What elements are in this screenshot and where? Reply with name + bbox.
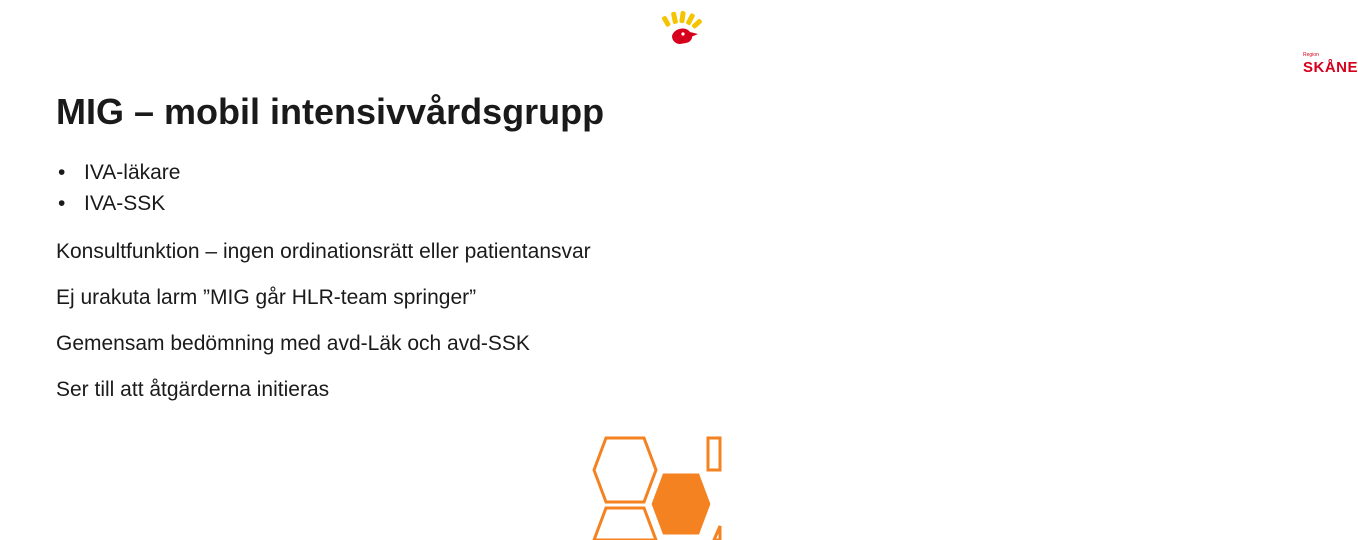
logo-skane-text: SKÅNE — [1303, 59, 1358, 76]
hexagon-outline-top-right — [708, 438, 720, 470]
paragraph-consult: Konsultfunktion – ingen ordinationsrätt eller patientansvar — [56, 240, 591, 263]
paragraph-assessment: Gemensam bedömning med avd-Läk och avd-SSK — [56, 332, 530, 355]
hexagon-decoration — [586, 430, 720, 540]
slide-title: MIG – mobil intensivvårdsgrupp — [56, 91, 605, 132]
hexagon-filled — [650, 472, 712, 536]
griffin-sun-icon — [650, 10, 712, 50]
bullet-item: • IVA-SSK — [56, 188, 180, 219]
hexagon-outline-top-left — [594, 438, 656, 502]
bullet-item: • IVA-läkare — [56, 157, 180, 188]
hexagon-outline-bottom-right — [714, 526, 720, 540]
bullet-list — [56, 157, 180, 219]
region-skane-logo — [650, 10, 1358, 76]
paragraph-alarms: Ej urakuta larm ”MIG går HLR-team springer” — [56, 286, 477, 309]
paragraph-actions: Ser till att åtgärderna initieras — [56, 378, 330, 401]
logo-region-text: Region — [1303, 52, 1319, 58]
hexagon-outline-bottom-left — [594, 508, 656, 540]
